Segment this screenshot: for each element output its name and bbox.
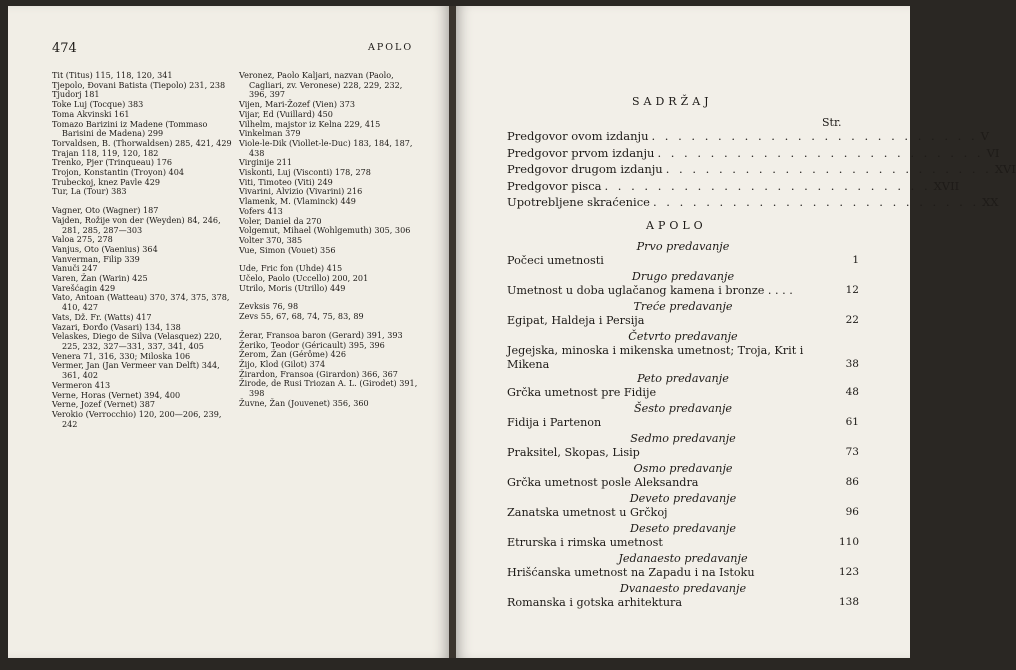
lecture-entry — [507, 372, 859, 402]
index-entry: Ude, Fric fon (Uhde) 415 — [239, 263, 343, 274]
dot-leader: . . . . . . . . . . . . . . . . . . . . . . . . . — [665, 162, 992, 176]
index-entry: Volgemut, Mihael (Wohlgemuth) 305, 306 — [239, 225, 411, 236]
index-entry: Tit (Titus) 115, 118, 120, 341 — [52, 70, 173, 80]
running-head: APOLO — [368, 42, 414, 53]
index-entry: Virginije 211 — [239, 157, 293, 168]
lecture-line — [507, 386, 859, 400]
index-entry: Zevs 55, 67, 68, 74, 75, 83, 89 — [239, 311, 364, 322]
dot-leader: . . . . . . . . . . . . . . . . . . . . . . . . . — [604, 178, 931, 193]
lecture-entry — [507, 270, 859, 300]
lecture-heading: Prvo predavanje — [636, 240, 730, 253]
dot-leader: . . . . . . . . . . . . . . . . . . . . . . . . . — [651, 129, 978, 143]
index-entry: Žijo, Klod (Gilot) 374 — [239, 358, 326, 369]
lecture-title: Počeci umetnosti — [507, 254, 604, 267]
lecture-page: 110 — [838, 536, 859, 548]
lecture-page: 48 — [845, 386, 859, 398]
index-entry: Trojon, Konstantin (Troyon) 404 — [52, 167, 185, 178]
front-matter-page: VI — [986, 145, 1000, 160]
index-column-2 — [239, 71, 421, 409]
lecture-line — [507, 314, 859, 328]
lecture-line — [507, 536, 859, 550]
lecture-entry — [507, 492, 859, 522]
index-entry: Tur, La (Tour) 383 — [52, 186, 127, 197]
index-entry: Utrilo, Moris (Utrillo) 449 — [239, 282, 346, 293]
dot-leader: . . . . . . . . . . . . . . . . . . . . . . . . . — [652, 195, 980, 209]
lecture-entry — [507, 552, 859, 582]
index-entry: Viti, Timoteo (Viti) 249 — [239, 176, 333, 187]
index-entry: Vue, Simon (Vouet) 356 — [239, 244, 336, 255]
index-entry: Verne, Jozef (Vernet) 387 — [52, 399, 156, 410]
index-entry: Žirardon, Fransoa (Girardon) 366, 367 — [239, 368, 398, 379]
index-entry: Vato, Antoan (Watteau) 370, 374, 375, 378, 410, 427 — [52, 292, 230, 313]
index-entry: Verne, Horas (Vernet) 394, 400 — [52, 389, 181, 400]
lecture-line — [507, 596, 859, 610]
lecture-page: 138 — [838, 596, 859, 608]
lecture-title: Etrurska i rimska umetnost — [507, 536, 663, 549]
lecture-title: Grčka umetnost pre Fidije — [507, 386, 657, 399]
front-matter-title: Predgovor drugom izdanju — [507, 162, 663, 176]
index-entry: Vagner, Oto (Wagner) 187 — [52, 205, 159, 216]
book-gutter — [449, 6, 456, 658]
front-matter-item — [507, 129, 989, 146]
lecture-heading: Osmo predavanje — [633, 462, 733, 475]
lecture-title: Fidija i Partenon — [507, 416, 602, 429]
index-entry: Žerar, Fransoa baron (Gerard) 391, 393 — [239, 329, 403, 340]
index-entry: Vivarini, Alvizio (Vivarini) 216 — [239, 186, 363, 197]
index-entry: Tomazo Barizini iz Madene (Tommaso Barisini de Madena) 299 — [52, 118, 208, 139]
index-entry: Vermeron 413 — [52, 379, 111, 390]
lecture-page: 38 — [845, 357, 859, 370]
lecture-entry — [507, 522, 859, 552]
index-entry: Varen, Žan (Warin) 425 — [52, 273, 148, 284]
dot-leader: . . . . . . . . . . . . . . . . . . . . . . . . . — [657, 145, 984, 160]
lecture-title: Jegejska, minoska i mikenska umetnost; Troja, Krit i Mikena — [507, 344, 804, 371]
front-matter-page: XVI — [994, 162, 1016, 176]
index-entry: Žirode, de Rusi Triozan A. L. (Girodet) 391, 398 — [239, 378, 418, 399]
index-entry: Vats, Dž. Fr. (Watts) 417 — [52, 311, 152, 322]
index-entry: Vanuči 247 — [52, 263, 98, 274]
index-entry: Vilhelm, majstor iz Kelna 229, 415 — [239, 118, 381, 129]
index-entry: Toma Akvinski 161 — [52, 108, 130, 119]
lecture-title: Zanatska umetnost u Grčkoj — [507, 506, 668, 519]
front-matter-title: Upotrebljene skraćenice — [507, 195, 650, 209]
page-column-label: Str. — [822, 116, 842, 129]
lecture-line — [507, 566, 859, 580]
lecture-page: 12 — [845, 284, 859, 296]
index-entry: Viole-le-Dik (Viollet-le-Duc) 183, 184, 187, 438 — [239, 137, 413, 158]
lecture-entry — [507, 330, 859, 372]
section-title: APOLO — [646, 219, 707, 232]
index-entry: Vijen, Mari-Žozef (Vien) 373 — [239, 99, 356, 110]
lecture-title: Hrišćanska umetnost na Zapadu i na Istoku — [507, 566, 755, 579]
lecture-line — [507, 506, 859, 520]
lecture-entry — [507, 240, 859, 270]
index-entry: Vazari, Đorđo (Vasari) 134, 138 — [52, 321, 181, 332]
lecture-entry — [507, 462, 859, 492]
lecture-entry — [507, 300, 859, 330]
lecture-entry — [507, 582, 859, 612]
index-entry: Verokio (Verrocchio) 120, 200—206, 239, 242 — [52, 408, 222, 429]
lecture-line — [507, 416, 859, 430]
lecture-heading: Drugo predavanje — [631, 270, 735, 283]
front-matter-item — [507, 195, 999, 212]
lecture-title: Egipat, Haldeja i Persija — [507, 314, 645, 327]
index-column-1 — [52, 71, 232, 429]
lecture-heading: Deseto predavanje — [630, 522, 736, 535]
lecture-heading: Peto predavanje — [637, 372, 729, 385]
index-entry: Trajan 118, 119, 120, 182 — [52, 147, 159, 158]
front-matter-title: Predgovor ovom izdanju — [507, 129, 649, 143]
index-entry: Žeriko, Teodor (Géricault) 395, 396 — [239, 339, 385, 350]
lecture-list — [507, 240, 859, 612]
lecture-heading: Šesto predavanje — [633, 402, 733, 415]
lecture-title: Umetnost u doba uglačanog kamena i bronze . . . . — [507, 284, 793, 297]
lecture-heading: Četvrto predavanje — [628, 330, 738, 343]
lecture-title: Praksitel, Skopas, Lisip — [507, 446, 640, 459]
front-matter-page: V — [980, 129, 989, 143]
lecture-line — [507, 446, 859, 460]
index-entry: Vijar, Ed (Vuillard) 450 — [239, 108, 333, 119]
index-entry: Trubeckoj, knez Pavle 429 — [52, 176, 161, 187]
lecture-page: 73 — [845, 446, 859, 458]
lecture-line — [507, 344, 859, 371]
page-number: 474 — [52, 41, 77, 56]
index-entry: Voler, Daniel da 270 — [239, 215, 322, 226]
index-entry: Torvaldsen, B. (Thorwaldsen) 285, 421, 429 — [52, 137, 232, 148]
lecture-heading: Treće predavanje — [633, 300, 733, 313]
lecture-heading: Dvanaesto predavanje — [619, 582, 747, 595]
lecture-line — [507, 284, 859, 298]
lecture-page: 1 — [852, 254, 859, 266]
lecture-line — [507, 476, 859, 490]
index-entry: Trenko, Pjer (Trinqueau) 176 — [52, 157, 173, 168]
index-entry: Venera 71, 316, 330; Miloska 106 — [52, 350, 191, 361]
index-entry: Veronez, Paolo Kaljari, nazvan (Paolo, Cagliari, zv. Veronese) 228, 229, 232, 396, 397 — [239, 70, 403, 100]
front-matter-item — [507, 178, 960, 196]
index-entry: Vofers 413 — [239, 205, 283, 216]
front-matter-page: XVII — [933, 178, 960, 193]
index-entry: Vajden, Rožije von der (Weyden) 84, 246, 281, 285, 287—303 — [52, 214, 221, 235]
index-entry: Žuvne, Žan (Jouvenet) 356, 360 — [239, 397, 369, 408]
lecture-title: Romanska i gotska arhitektura — [507, 596, 683, 609]
lecture-page: 86 — [845, 476, 859, 488]
index-entry: Varešćagin 429 — [52, 282, 116, 293]
contents-title: SADRŽAJ — [632, 95, 713, 108]
index-entry: Volter 370, 385 — [239, 234, 303, 245]
lecture-entry — [507, 432, 859, 462]
lecture-line — [507, 254, 859, 268]
index-entry: Vanjus, Oto (Vaenius) 364 — [52, 243, 158, 254]
index-entry: Vlamenk, M. (Vlaminck) 449 — [239, 196, 356, 207]
index-entry: Žerom, Žan (Gérôme) 426 — [239, 349, 347, 360]
lecture-page: 22 — [845, 314, 859, 326]
front-matter-item — [507, 145, 1000, 163]
lecture-heading: Sedmo predavanje — [630, 432, 736, 445]
front-matter-list — [507, 129, 1016, 212]
index-entry: Viskonti, Luj (Visconti) 178, 278 — [239, 167, 371, 178]
index-entry: Valoa 275, 278 — [52, 234, 113, 245]
lecture-title: Grčka umetnost posle Aleksandra — [507, 476, 699, 489]
lecture-page: 96 — [845, 506, 859, 518]
index-entry: Toke Luj (Tocque) 383 — [52, 99, 144, 110]
index-entry: Velaskes, Diego de Silva (Velasquez) 220, 225, 232, 327—331, 337, 341, 405 — [52, 331, 222, 351]
index-entry: Zevksis 76, 98 — [239, 301, 299, 312]
index-entry: Učelo, Paolo (Uccello) 200, 201 — [239, 273, 369, 284]
front-matter-title: Predgovor prvom izdanju — [507, 145, 655, 160]
index-entry: Vanverman, Filip 339 — [52, 253, 140, 264]
front-matter-title: Predgovor pisca — [507, 178, 602, 193]
lecture-entry — [507, 402, 859, 432]
lecture-heading: Deveto predavanje — [629, 492, 737, 505]
front-matter-page: XX — [982, 195, 999, 209]
index-entry: Vinkelman 379 — [239, 128, 301, 139]
lecture-heading: Jedanaesto predavanje — [618, 552, 748, 565]
front-matter-item — [507, 162, 1016, 179]
index-entry: Tjudorj 181 — [52, 89, 100, 100]
lecture-page: 61 — [845, 416, 859, 428]
index-entry: Vermer, Jan (Jan Vermeer van Delft) 344, 361, 402 — [52, 360, 220, 381]
index-entry: Tjepolo, Đovani Batista (Tiepolo) 231, 238 — [52, 79, 226, 90]
lecture-page: 123 — [838, 566, 859, 578]
